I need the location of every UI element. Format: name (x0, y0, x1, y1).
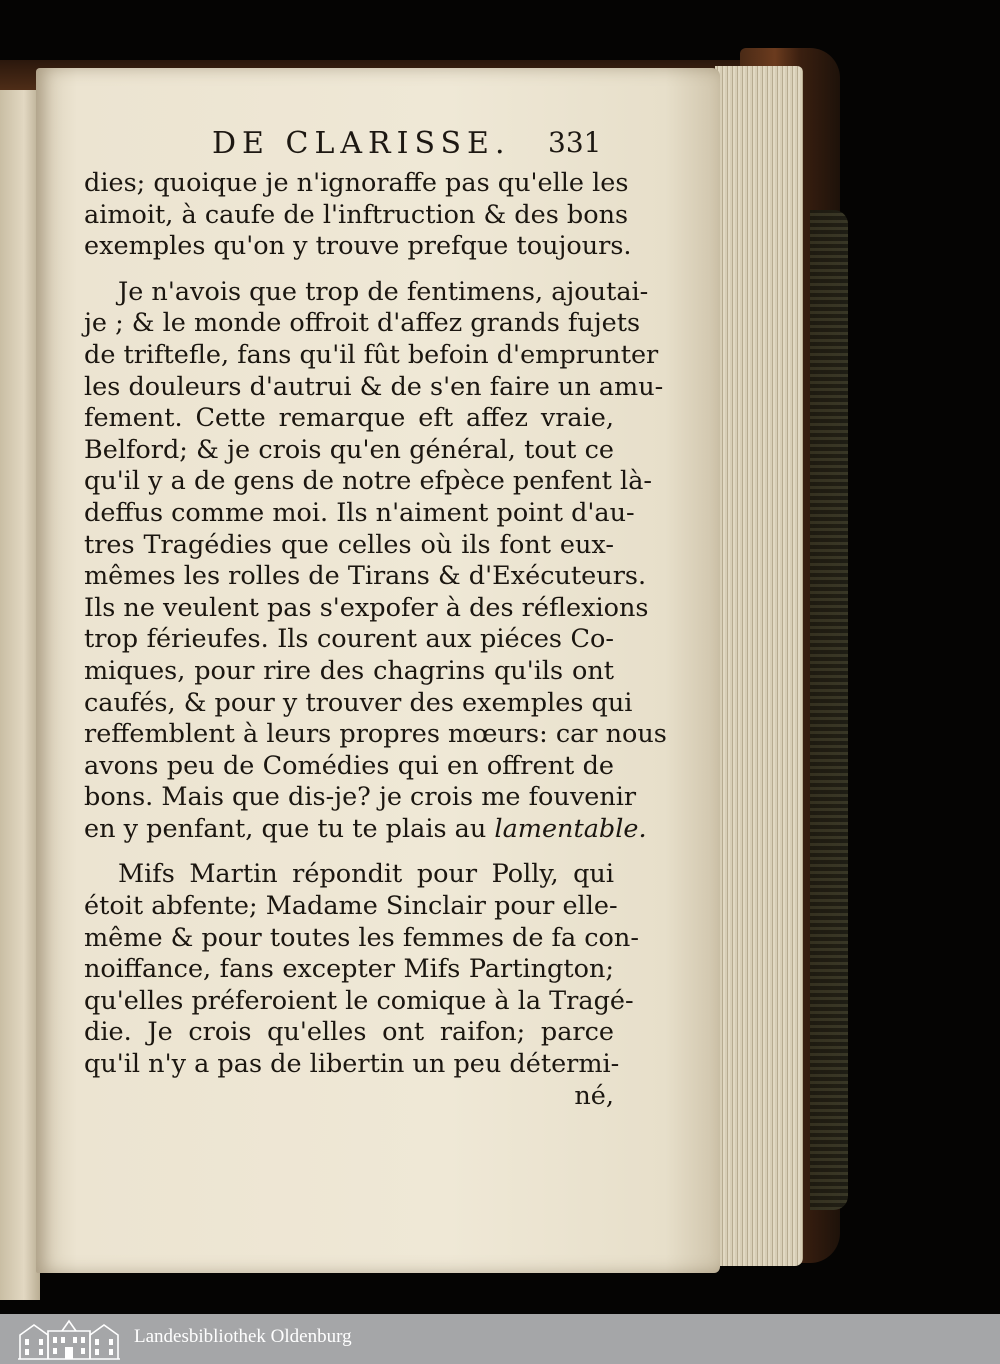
catchword: né, (574, 1080, 614, 1111)
left-page-edge (0, 90, 40, 1300)
text-line: bons. Mais que dis-je? je crois me fouvenir (84, 782, 637, 813)
text-line: avons peu de Comédies qui en offrent de (84, 750, 614, 781)
text-line: die. Je crois qu'elles ont raifon; parce (84, 1017, 614, 1048)
text-line: Belford; & je crois qu'en général, tout ce (84, 434, 614, 465)
text-line: aimoit, à caufe de l'inftruction & des bons (84, 199, 629, 230)
page-edges (715, 66, 803, 1266)
text-line: de triftefle, fans qu'il fût befoin d'emprunter (84, 339, 659, 370)
page-number: 331 (548, 126, 602, 159)
italic-word: lamentable. (494, 813, 647, 844)
text-line: qu'il n'y a pas de libertin un peu détermi- (84, 1049, 620, 1080)
text-line: exemples qu'on y trouve prefque toujours. (84, 231, 632, 262)
text-line: mêmes les rolles de Tirans & d'Exécuteurs. (84, 561, 647, 592)
text-line: deffus comme moi. Ils n'aiment point d'au- (84, 497, 635, 528)
text-line: noiffance, fans excepter Mifs Partington; (84, 954, 614, 985)
institution-name: Landesbibliothek Oldenburg (134, 1326, 352, 1347)
text-line: fement. Cette remarque eft affez vraie, (84, 403, 614, 434)
text-line: dies; quoique je n'ignoraffe pas qu'elle les (84, 168, 629, 198)
library-building-icon (16, 1317, 122, 1361)
text-line: tres Tragédies que celles où ils font eux- (84, 529, 614, 560)
text-line: miques, pour rire des chagrins qu'ils ont (84, 655, 614, 686)
text-line (84, 813, 647, 846)
page-text (84, 168, 667, 1112)
text-line: même & pour toutes les femmes de fa con- (84, 922, 639, 953)
text-line: reffemblent à leurs propres mœurs: car nous (84, 719, 667, 750)
text-line: étoit abfente; Madame Sinclair pour elle- (84, 891, 618, 922)
marbled-cover-edge (810, 210, 848, 1210)
text-line: qu'elles préferoient le comique à la Tragé- (84, 985, 634, 1016)
text-line: Ils ne veulent pas s'expofer à des réflexions (84, 592, 649, 623)
running-head: DE CLARISSE. (212, 126, 511, 161)
text-line: Je n'avois que trop de fentimens, ajoutai- (118, 276, 649, 307)
text-line: qu'il y a de gens de notre efpèce penfent là- (84, 466, 653, 497)
text-line: Mifs Martin répondit pour Polly, qui (118, 859, 614, 890)
text-line: je ; & le monde offroit d'affez grands fujets (84, 308, 641, 339)
text-line: trop férieufes. Ils courent aux piéces Co- (84, 624, 614, 655)
text-line: les douleurs d'autrui & de s'en faire un amu- (84, 371, 664, 402)
text-line: caufés, & pour y trouver des exemples qui (84, 687, 633, 718)
text-line-prefix: en y penfant, que tu te plais au (84, 813, 495, 844)
